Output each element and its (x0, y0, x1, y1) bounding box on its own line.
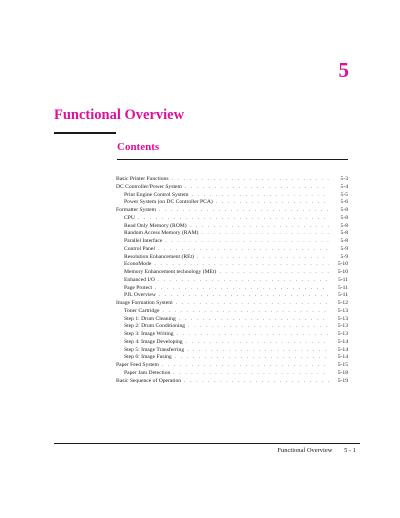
chapter-title: Functional Overview (54, 107, 185, 123)
toc-dot-leader (175, 354, 329, 362)
toc-entry[interactable] (116, 347, 348, 355)
toc-entry-page: 5-14 (337, 346, 348, 353)
toc-entry-label: Control Panel (124, 245, 155, 252)
toc-entry-page: 5-9 (340, 245, 348, 252)
toc-entry[interactable] (116, 184, 348, 192)
toc-entry-page: 5-4 (340, 183, 348, 190)
toc-entry-page: 5-18 (337, 369, 348, 376)
toc-entry[interactable] (116, 354, 348, 362)
toc-entry-page: 5-6 (340, 199, 348, 206)
toc-dot-leader (138, 215, 329, 223)
toc-entry-label: Step 6: Image Fusing (124, 354, 172, 361)
toc-dot-leader (186, 339, 329, 347)
toc-entry-page: 5-13 (337, 307, 348, 314)
toc-entry[interactable] (116, 323, 348, 331)
toc-entry-label: Random Access Memory (RAM) (124, 230, 199, 237)
toc-entry[interactable] (116, 223, 348, 231)
toc-entry-page: 5-8 (340, 214, 348, 221)
toc-entry-label: Print Engine Control System (124, 191, 189, 198)
toc-entry[interactable] (116, 339, 348, 347)
toc-dot-leader (185, 184, 329, 192)
toc-entry[interactable] (116, 199, 348, 207)
toc-dot-leader (173, 370, 329, 378)
footer-page-number: 5 - 1 (344, 447, 356, 454)
toc-dot-leader (184, 378, 329, 386)
toc-entry[interactable] (116, 331, 348, 339)
toc-dot-leader (155, 285, 329, 293)
toc-entry-page: 5-14 (337, 338, 348, 345)
toc-entry[interactable] (116, 238, 348, 246)
table-of-contents (116, 176, 348, 385)
toc-entry-label: Resolution Enhancement (REt) (124, 253, 194, 260)
toc-entry-label: Parallel Interface (124, 238, 163, 244)
toc-entry-page: 5-8 (340, 230, 348, 237)
toc-entry-page: 5-10 (337, 269, 348, 275)
toc-dot-leader (154, 261, 329, 269)
toc-dot-leader (162, 362, 329, 370)
toc-entry[interactable] (116, 207, 348, 215)
toc-entry[interactable] (116, 300, 348, 308)
toc-entry-page: 5-14 (337, 354, 348, 361)
toc-dot-leader (188, 323, 329, 331)
toc-entry-page: 5-19 (337, 377, 348, 384)
toc-entry-label: Formatter System (116, 207, 156, 213)
toc-entry-label: DC Controller/Power System (116, 183, 182, 190)
toc-entry[interactable] (116, 269, 348, 277)
toc-entry[interactable] (116, 292, 348, 300)
page-footer (277, 448, 356, 455)
toc-entry-label: Paper Feed System (116, 362, 159, 368)
toc-entry-label: PJL Overview (124, 292, 156, 299)
toc-entry-page: 5-10 (337, 261, 348, 268)
toc-dot-leader (197, 254, 329, 262)
toc-entry-page: 5-9 (340, 253, 348, 260)
toc-entry[interactable] (116, 230, 348, 238)
toc-entry[interactable] (116, 246, 348, 254)
toc-dot-leader (172, 176, 329, 184)
toc-entry[interactable] (116, 176, 348, 184)
toc-entry[interactable] (116, 308, 348, 316)
toc-entry-page: 5-11 (337, 284, 348, 291)
toc-entry-page: 5-11 (337, 292, 348, 299)
toc-entry-label: Read Only Memory (ROM) (124, 222, 187, 229)
toc-entry-label: Page Protect (124, 284, 153, 291)
toc-dot-leader (163, 308, 330, 316)
toc-entry-label: Basic Sequence of Operation (116, 377, 182, 384)
toc-dot-leader (190, 223, 329, 231)
toc-entry-page: 5-5 (340, 191, 348, 198)
toc-entry[interactable] (116, 192, 348, 200)
toc-dot-leader (179, 316, 329, 324)
toc-entry-page: 5-8 (340, 207, 348, 213)
toc-entry[interactable] (116, 316, 348, 324)
toc-dot-leader (159, 292, 329, 300)
toc-dot-leader (219, 269, 329, 277)
toc-entry-label: Enhanced I/O (124, 276, 155, 283)
toc-entry-label: Basic Printer Functions (116, 176, 169, 182)
toc-entry-label: Image Formation System (116, 300, 173, 306)
toc-entry-label: Step 2: Drum Conditioning (124, 323, 186, 330)
toc-entry-page: 5-3 (340, 176, 348, 182)
toc-dot-leader (177, 331, 329, 339)
toc-entry-page: 5-13 (337, 315, 348, 322)
toc-dot-leader (187, 347, 329, 355)
contents-heading: Contents (117, 141, 160, 153)
toc-entry-page: 5-8 (340, 238, 348, 244)
toc-dot-leader (158, 246, 329, 254)
toc-entry-label: Power System (on DC Controller PCA) (124, 199, 213, 206)
toc-entry-page: 5-13 (337, 331, 348, 337)
contents-rule (117, 159, 348, 160)
toc-entry-page: 5-13 (337, 323, 348, 330)
toc-entry-label: EconoMode (124, 261, 152, 268)
toc-dot-leader (216, 199, 329, 207)
toc-dot-leader (201, 230, 329, 238)
toc-entry-page: 5-12 (337, 300, 348, 306)
toc-entry[interactable] (116, 378, 348, 386)
toc-entry-label: Memory Enhancement technology (MEt) (124, 269, 217, 275)
toc-entry-label: Step 1: Drum Cleaning (124, 315, 176, 322)
toc-dot-leader (159, 207, 329, 215)
toc-entry-page: 5-11 (337, 276, 348, 283)
toc-entry-label: Paper Jam Detection (124, 369, 171, 376)
toc-dot-leader (191, 192, 329, 200)
toc-entry[interactable] (116, 215, 348, 223)
toc-entry-label: Step 4: Image Developing (124, 338, 183, 345)
title-rule (54, 132, 116, 134)
footer-rule (54, 443, 360, 444)
toc-entry[interactable] (116, 254, 348, 262)
toc-entry-label: Step 5: Image Transferring (124, 346, 185, 353)
toc-entry-page: 5-8 (340, 222, 348, 229)
toc-entry[interactable] (116, 285, 348, 293)
toc-entry-label: Step 3: Image Writing (124, 331, 174, 337)
toc-entry-page: 5-15 (337, 362, 348, 368)
toc-dot-leader (176, 300, 329, 308)
toc-entry-label: CPU (124, 214, 135, 221)
toc-entry[interactable] (116, 370, 348, 378)
toc-dot-leader (158, 277, 329, 285)
toc-entry[interactable] (116, 261, 348, 269)
chapter-number: 5 (338, 58, 349, 82)
toc-entry[interactable] (116, 277, 348, 285)
toc-entry[interactable] (116, 362, 348, 370)
toc-entry-label: Toner Cartridge (124, 307, 160, 314)
footer-title: Functional Overview (277, 447, 333, 454)
toc-dot-leader (165, 238, 329, 246)
